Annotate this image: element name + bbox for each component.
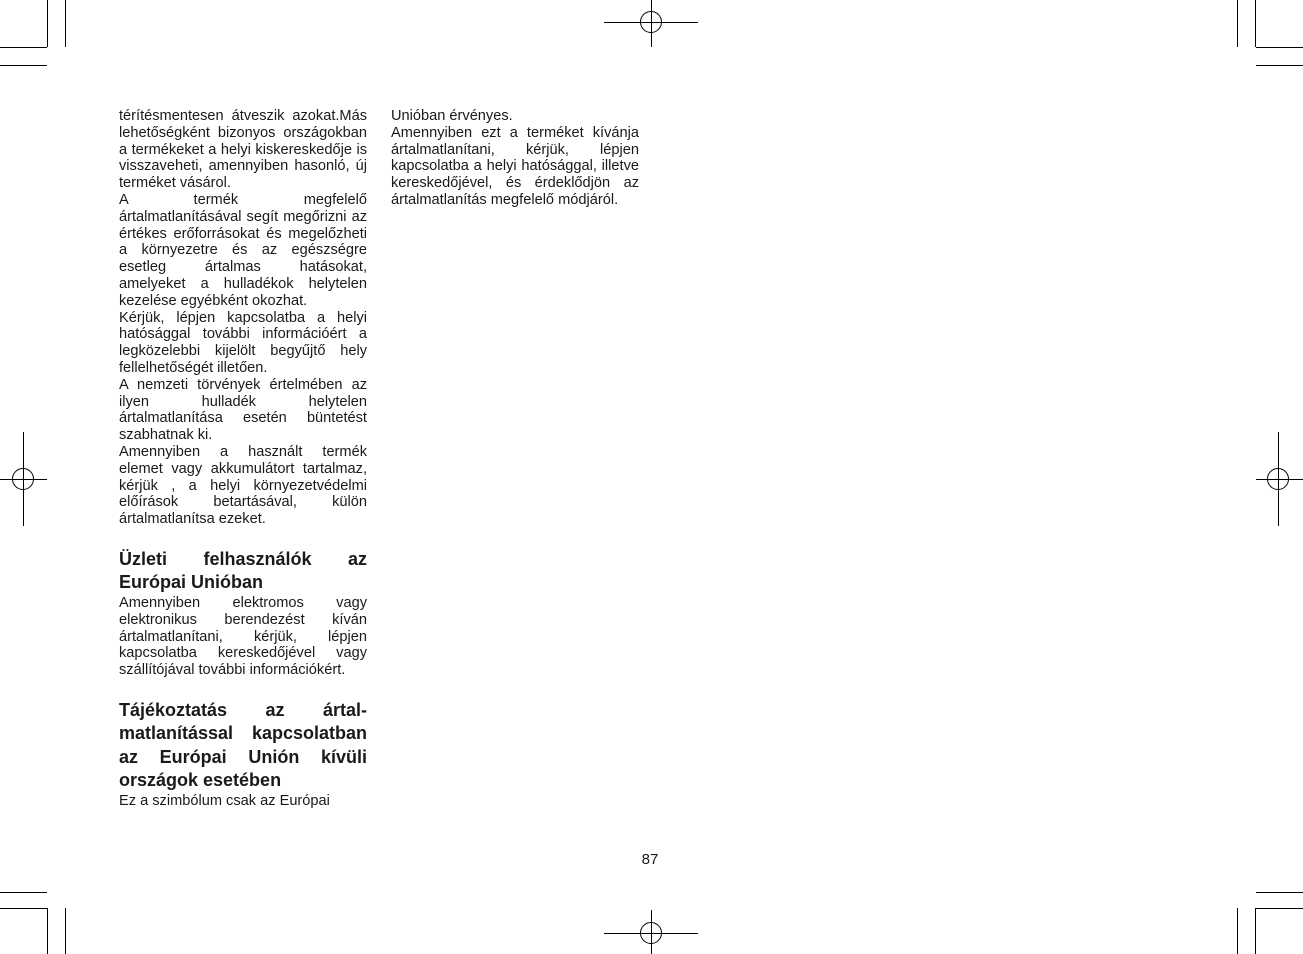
left-column	[119, 108, 367, 810]
paragraph-batteries: Amennyiben a használt termék elemet vagy akkumulátort tartalmaz, kérjük , a helyi környezetvédelmi előírások betartásával, külön ártalmatlanítsa ezeket.	[119, 443, 367, 528]
heading-business-users: Üzleti felhasználók az Európai Unióban	[119, 548, 367, 593]
page-number: 87	[641, 851, 659, 868]
paragraph-outside-disposal: Amennyiben ezt a terméket kívánja ártalmatlanítani, kérjük, lépjen kapcsolatba a helyi hatósággal, illetve kereskedőjével, és érdeklődjön az ártalmatlanítás megfelelő módjáról.	[391, 124, 639, 208]
paragraph-disposal-benefits: A termék megfelelő ártalmatlanításával segít megőrizni az értékes erőforrásokat és megelőzheti a környezetre és az egészségre esetleg ártalmas hatásokat, amelyeket a hulladékok helytelen kezelése egyébként okozhat.	[119, 191, 367, 309]
paragraph-eu-valid: Unióban érvényes.	[391, 108, 513, 124]
heading-outside-eu: Tájékoztatás az ártal-matlanítással kapcsolatban az Európai Unión kívüli országok esetében	[119, 699, 367, 791]
paragraph-penalties: A nemzeti törvények értelmében az ilyen hulladék helytelen ártalmatlanítása esetén büntetést szabhatnak ki.	[119, 376, 367, 444]
paragraph-business-users: Amennyiben elektromos vagy elektronikus berendezést kíván ártalmatlanítani, kérjük, lépjen kapcsolatba kereskedőjével vagy szállítójával további információkért.	[119, 594, 367, 679]
paragraph-take-back: térítésmentesen átveszik azokat.Más lehetőségként bizonyos országokban a termékeket a helyi kiskereskedője is visszaveheti, amennyiben hasonló, új terméket vásárol.	[119, 108, 367, 192]
right-column	[391, 108, 639, 209]
paragraph-outside-eu: Ez a szimbólum csak az Európai	[119, 792, 330, 809]
paragraph-contact-authority: Kérjük, lépjen kapcsolatba a helyi hatósággal további információért a legközelebbi kijelölt begyűjtő hely fellelhetőségét illetően.	[119, 309, 367, 376]
